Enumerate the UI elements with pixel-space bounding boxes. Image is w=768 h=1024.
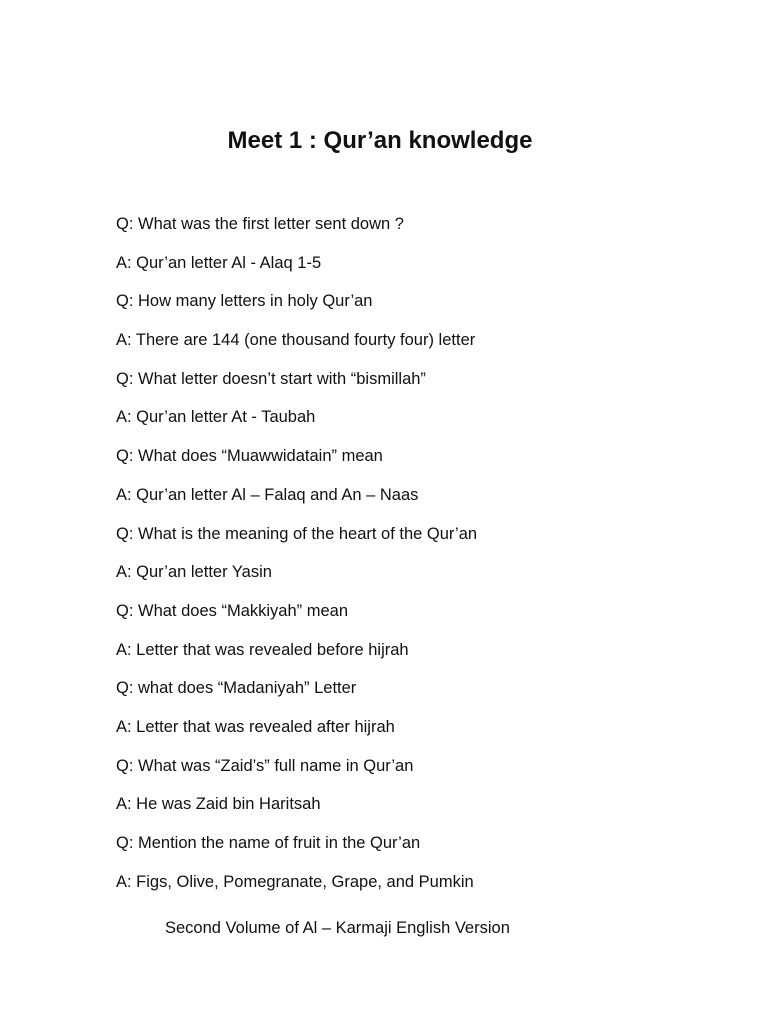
answer-line: A: Qur’an letter At - Taubah bbox=[116, 408, 316, 427]
page-footer: Second Volume of Al – Karmaji English Version bbox=[165, 919, 510, 937]
question-line: Q: What letter doesn’t start with “bismillah” bbox=[116, 369, 426, 388]
question-line: Q: what does “Madaniyah” Letter bbox=[116, 679, 357, 698]
answer-line: A: He was Zaid bin Haritsah bbox=[116, 795, 321, 814]
answer-line: A: Qur’an letter Al - Alaq 1-5 bbox=[116, 253, 322, 272]
question-line: Q: What does “Makkiyah” mean bbox=[116, 601, 348, 620]
question-line: Q: How many letters in holy Qur’an bbox=[116, 292, 373, 311]
answer-line: A: Qur’an letter Al – Falaq and An – Naas bbox=[116, 485, 419, 504]
question-line: Q: Mention the name of fruit in the Qur’an bbox=[116, 834, 421, 852]
question-line: Q: What was the first letter sent down ? bbox=[116, 215, 404, 233]
answer-line: A: Figs, Olive, Pomegranate, Grape, and Pumkin bbox=[116, 872, 474, 891]
answer-line: A: There are 144 (one thousand fourty four) letter bbox=[116, 331, 476, 350]
question-line: Q: What does “Muawwidatain” mean bbox=[116, 447, 383, 466]
page-title: Meet 1 : Qur’an knowledge bbox=[227, 127, 533, 154]
question-line: Q: What was “Zaid’s” full name in Qur’an bbox=[116, 756, 414, 775]
answer-line: A: Letter that was revealed before hijrah bbox=[116, 640, 409, 659]
question-line: Q: What is the meaning of the heart of the Qur’an bbox=[116, 524, 478, 543]
qa-list bbox=[116, 209, 736, 905]
answer-line: A: Qur’an letter Yasin bbox=[116, 563, 272, 582]
answer-line: A: Letter that was revealed after hijrah bbox=[116, 717, 395, 736]
